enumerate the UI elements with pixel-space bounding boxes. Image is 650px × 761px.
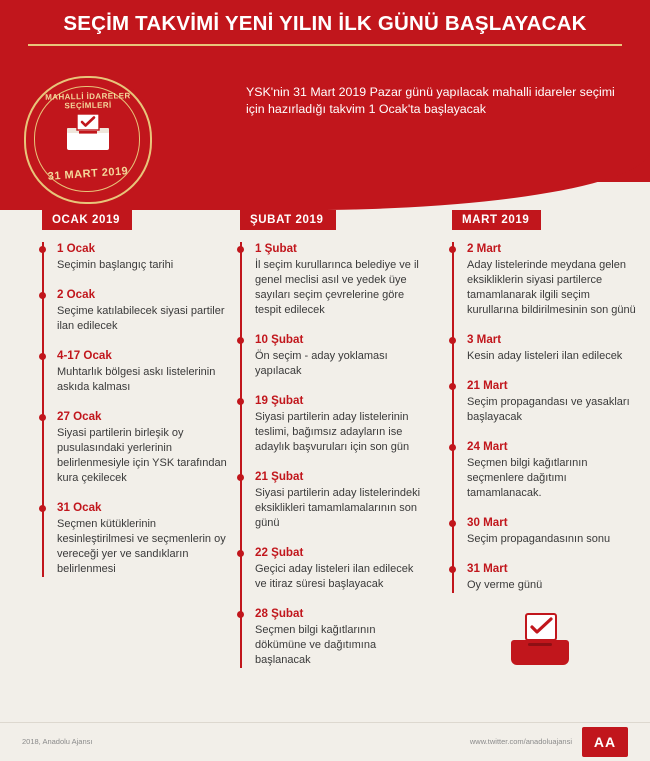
list-item xyxy=(255,242,425,318)
ballot-box-icon xyxy=(63,112,113,154)
hero-summary: YSK'nin 31 Mart 2019 Pazar günü yapılacak mahalli idareler seçimi için hazırladığı takvim 1 Ocak'ta başlayacak xyxy=(246,85,615,116)
event-date: 1 Şubat xyxy=(255,242,297,255)
event-date: 24 Mart xyxy=(467,440,508,453)
column-heading: ŞUBAT 2019 xyxy=(240,210,336,230)
event-date: 2 Ocak xyxy=(57,288,96,301)
list-item xyxy=(57,410,227,486)
event-description: Siyasi partilerin aday listelerinin teslimi, bağımsız adayların ise adaylık başvuruları için son gün xyxy=(255,411,410,453)
list-item xyxy=(255,470,425,531)
list-item xyxy=(467,379,637,425)
event-date: 3 Mart xyxy=(467,333,502,346)
event-description: Seçimin başlangıç tarihi xyxy=(57,259,174,271)
timeline-list xyxy=(240,242,425,668)
seal-date-label: 31 MART 2019 xyxy=(47,165,129,183)
event-description: Seçmen bilgi kağıtlarının dökümüne ve dağıtımına başlanacak xyxy=(255,624,377,666)
event-date: 30 Mart xyxy=(467,516,508,529)
list-item xyxy=(467,242,637,318)
event-date: 10 Şubat xyxy=(255,333,304,346)
column-heading: MART 2019 xyxy=(452,210,541,230)
copyright-text: 2018, Anadolu Ajansı xyxy=(22,737,93,746)
page-header xyxy=(0,0,650,56)
aa-logo-text: AA xyxy=(593,734,617,750)
list-item xyxy=(255,546,425,592)
header-divider xyxy=(28,44,622,46)
event-description: Geçici aday listeleri ilan edilecek ve itiraz süresi başlayacak xyxy=(255,563,414,590)
event-date: 28 Şubat xyxy=(255,607,304,620)
page-footer xyxy=(0,722,650,761)
event-date: 2 Mart xyxy=(467,242,502,255)
timeline-list xyxy=(42,242,227,577)
list-item xyxy=(255,333,425,379)
event-description: Seçim propagandası ve yasakları başlayacak xyxy=(467,396,630,423)
timeline-column-january xyxy=(42,210,227,592)
event-description: Seçime katılabilecek siyasi partiler ilan edilecek xyxy=(57,305,225,332)
event-date: 21 Şubat xyxy=(255,470,304,483)
list-item xyxy=(57,501,227,577)
event-date: 19 Şubat xyxy=(255,394,304,407)
event-description: Kesin aday listeleri ilan edilecek xyxy=(467,350,623,362)
list-item xyxy=(57,288,227,334)
list-item xyxy=(467,440,637,501)
ballot-box-illustration-icon xyxy=(508,612,572,668)
event-date: 27 Ocak xyxy=(57,410,102,423)
page-title: SEÇİM TAKVİMİ YENİ YILIN İLK GÜNÜ BAŞLAYACAK xyxy=(63,12,587,35)
event-description: Seçmen kütüklerinin kesinleştirilmesi ve seçmenlerin oy vereceği yer ve sandıkların belirlenmesi xyxy=(57,518,226,575)
event-date: 31 Mart xyxy=(467,562,508,575)
seal-top-label: MAHALLİ İDARELER SEÇİMLERİ xyxy=(45,91,131,111)
list-item xyxy=(467,333,637,364)
twitter-handle: www.twitter.com/anadoluajansi xyxy=(469,737,572,746)
column-heading: OCAK 2019 xyxy=(42,210,132,230)
event-description: Siyasi partilerin birleşik oy pusulasındaki yerlerinin belirlenmesiyle için YSK tarafından kura çekilecek xyxy=(57,427,227,484)
timeline-column-february xyxy=(240,210,425,683)
timeline-column-march xyxy=(452,210,637,608)
aa-logo xyxy=(582,727,628,757)
event-date: 21 Mart xyxy=(467,379,508,392)
list-item xyxy=(467,562,637,593)
list-item xyxy=(255,607,425,668)
list-item xyxy=(467,516,637,547)
event-description: Oy verme günü xyxy=(467,579,543,591)
event-date: 4-17 Ocak xyxy=(57,349,112,362)
event-description: Seçim propagandasının sonu xyxy=(467,533,611,545)
list-item xyxy=(255,394,425,455)
event-date: 1 Ocak xyxy=(57,242,96,255)
election-seal xyxy=(24,76,152,204)
event-date: 31 Ocak xyxy=(57,501,102,514)
event-description: Aday listelerinde meydana gelen eksikliklerin siyasi partilerce tamamlanarak ilgili seçim kurullarına bildirilmesinin son günü xyxy=(467,259,636,316)
event-date: 22 Şubat xyxy=(255,546,304,559)
list-item xyxy=(57,349,227,395)
event-description: Ön seçim - aday yoklaması yapılacak xyxy=(255,350,388,377)
event-description: Muhtarlık bölgesi askı listelerinin askıda kalması xyxy=(57,366,216,393)
timeline-list xyxy=(452,242,637,593)
event-description: İl seçim kurullarınca belediye ve il genel meclisi asıl ve yedek üye sayıları seçim çevrelerine göre tespit edilecek xyxy=(255,259,419,316)
event-description: Siyasi partilerin aday listelerindeki eksiklikleri tamamlamalarının son günü xyxy=(255,487,421,529)
list-item xyxy=(57,242,227,273)
event-description: Seçmen bilgi kağıtlarının seçmenlere dağıtımı tamamlanacak. xyxy=(467,457,588,499)
